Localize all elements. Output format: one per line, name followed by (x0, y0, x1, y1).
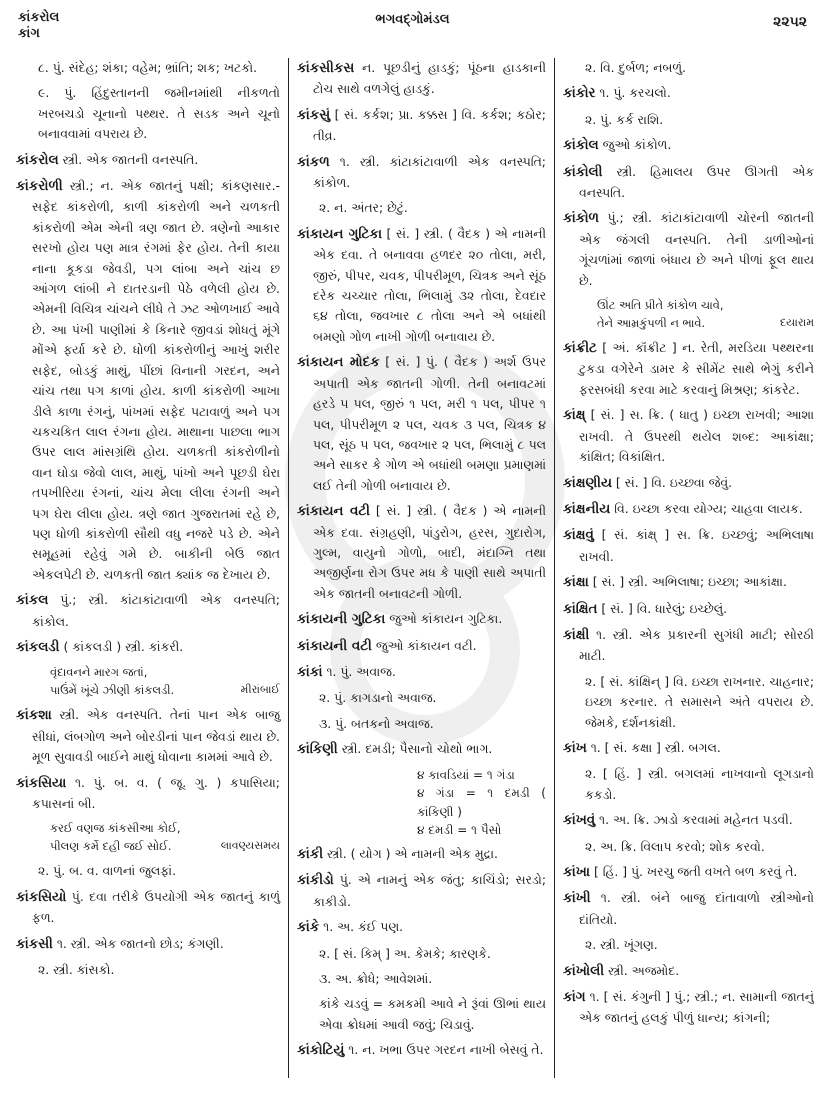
sense-entry (569, 110, 814, 130)
dictionary-entry (563, 525, 814, 567)
definition: [ સં. ] પું. ( વૈદક ) અર્શ ઉપર અપાતી એક જાતની ગોળી. તેની બનાવટમાં હરડે ૫ પલ, જીરું ૧ પલ, મરી ૧ પલ, પીપર ૧ પલ, પીપરીમૂળ ૨ પલ, ચવક ૩ પલ, ચિત્રક ૪ પલ, સૂંઠ ૫ પલ, જવખાર ૨ પલ, ભિલામું ૮ પલ અને સાકર કે ગોળ એ બધાંથી બમણા પ્રમાણમાં લઈ તેની ગોળી બનાવાય છે. (313, 354, 546, 493)
dictionary-entry (297, 1040, 546, 1061)
definition: [ હિં. ] પું. ખરચુ જતી વખતે બળ કરવું તે. (593, 864, 798, 879)
dictionary-entry (297, 917, 546, 938)
definition: સ્ત્રી. એક જાતની વનસ્પતિ. (62, 151, 199, 167)
definition: [ સં. ] સ્ત્રી. ( વૈદક ) એ નામની એક દવા. સંગ્રહણી, પાંડુરોગ, હરસ, ગુદારોગ, ગુલ્મ, વાયુનો ગોળો, બાદી, મંદાગ્નિ તથા અજીર્ણના રોગ ઉપર મધ કે પાણી સાથે અપાતી એક જાતની બનાવટની ગોળી. (313, 503, 546, 601)
definition: ૨. વિ. દુર્બળ; નબળું. (585, 60, 686, 75)
definition: [ સં. ] સ્ત્રી. અભિલાષા; ઇચ્છા; આકાંક્ષા. (592, 574, 787, 590)
headword: કાંકે (297, 920, 320, 936)
headword: કાંકીડો (297, 873, 334, 889)
definition: જુઓ કાંકાયન વટી. (375, 637, 477, 653)
definition: જુઓ કાંકાયન ગુટિકા. (389, 611, 503, 627)
definition: [ અં. કૉંક્રીટ ] ન. રેતી, મરડિયા પથ્થરના ટુકડા વગેરેને ડામર કે સીમેંટ સાથે ભેગું કરીને ફરસબંધી કરવા માટે કરવાનું મિશ્રણ; કાંકરેટ. (579, 340, 814, 397)
definition: [ સં. ] સ. ક્રિ. ( ધાતુ ) ઇચ્છા રાખવી; આશા રાખવી. તે ઉપરથી થયેલ શબ્દ: આકાંક્ષા; કાંક્ષિત; વિકાંક્ષિત. (579, 407, 814, 465)
dictionary-entry (297, 105, 546, 147)
definition: જુઓ કાંકોળ. (602, 137, 672, 153)
quotation-line (50, 837, 280, 855)
dictionary-entry (297, 152, 546, 194)
definition: ૨. [ હિં. ] સ્ત્રી. બગલમાં નાખવાનો લૂગડાનો કકડો. (585, 766, 814, 802)
definition: ૨. અ. ક્રિ. વિલાપ કરવો; શોક કરવો. (585, 838, 765, 854)
quotation-text: તેને આમ્રકુંપળી ન ભાવે. (597, 316, 706, 331)
headword: કાંક્ષા (563, 575, 589, 591)
sense-entry (569, 764, 814, 805)
quotation-text: કરઈ વણજ કાંકસીઆ કોઈ, (50, 821, 181, 836)
dictionary-entry (16, 705, 280, 767)
definition: ૧. પું. બ. વ. ( જૂ. ગુ. ) કપાસિયા; કપાસનાં બી. (32, 774, 280, 811)
quotation-author: દયારામ (779, 316, 814, 330)
dictionary-entry (297, 224, 546, 347)
definition: પું. દવા તરીકે ઉપયોગી એક જાતનું કાળું ફળ. (32, 888, 280, 926)
headword: કાંકી (297, 846, 324, 862)
definition: ૨. [ સં. કિમ્ ] અ. કેમકે; કારણકે. (319, 945, 491, 961)
headword: કાંક્ષનીય (563, 501, 611, 517)
sense-entry (303, 969, 546, 989)
definition: સ્ત્રી. ( યોગ ) એ નામની એક મુદ્રા. (326, 845, 498, 861)
quotation (16, 819, 280, 855)
dictionary-entry (563, 987, 814, 1029)
sense-entry (569, 935, 814, 955)
quotation-line (50, 663, 280, 681)
table-line: ૪ ગંડા = ૧ દમડી ( કાંકિણી ) (417, 786, 546, 819)
definition: ૨. સ્ત્રી. કાંસકો. (38, 962, 115, 978)
dictionary-entry (563, 405, 814, 467)
headword: કાંક્રીટ (563, 341, 597, 357)
dictionary-entry (563, 738, 814, 759)
dictionary-entry (563, 862, 814, 883)
definition: [ સં. ] વિ. ઇચ્છવા જેવું. (615, 474, 733, 490)
headword: કાંકશા (16, 708, 52, 724)
headword: કાંખવું (563, 813, 596, 829)
headword: કાંકાયન વટી (297, 504, 370, 520)
definition: ૩. અ. ક્રોધે; આવેશમાં. (319, 971, 433, 986)
sense-entry (22, 83, 280, 144)
definition: ૨. ન. અંતર; છેટું. (319, 200, 408, 216)
page-number: ૨૨૫૨ (773, 14, 807, 30)
headword: કાંકસિયા (16, 775, 67, 791)
headword: કાંકાયન મોદક (297, 355, 380, 371)
headword: કાંકોળ (563, 211, 599, 227)
dictionary-entry (563, 599, 814, 620)
definition: પું. એ નામનું એક જંતુ; કાચિંડો; સરડો; કાકીડો. (313, 872, 546, 909)
sense-entry (303, 688, 546, 708)
definition: ( કાંકલડી ) સ્ત્રી. કાંકરી. (63, 638, 184, 654)
dictionary-entry (297, 636, 546, 657)
guide-word-first: કાંકરોલ (18, 10, 60, 25)
headword: કાંકળ (297, 154, 330, 170)
definition: વિ. ઇચ્છા કરવા યોગ્ય; ચાહવા લાયક. (614, 500, 803, 516)
headword: કાંકાયની વટી (297, 638, 372, 654)
definition: સ્ત્રી. હિમાલય ઉપર ઊગતી એક વનસ્પતિ. (579, 163, 814, 201)
headword: કાંકોર (563, 86, 596, 102)
headword: કાંકલડી (16, 639, 60, 655)
page-header (0, 0, 825, 52)
definition: ન. પૂછડીનું હાડકું; પૂંઠના હાડકાની ટોચ સાથે વળગેલું હાડકું. (313, 60, 546, 97)
dictionary-entry (563, 83, 814, 104)
dictionary-entry (16, 176, 280, 585)
quotation-line (597, 314, 814, 332)
dictionary-entry (563, 625, 814, 667)
headword: કાંકાયની ગુટિકા (297, 612, 386, 628)
definition: ૧. અ. ક્રિ. ઝાડો કરવામાં મહેનત પડવી. (599, 812, 793, 828)
dictionary-entry (297, 501, 546, 604)
headword: કાંક્ષી (563, 627, 590, 643)
definition: સ્ત્રી. એક વનસ્પતિ. તેનાં પાન એક બાજુ સીધાં, લંબગોળ અને બોરડીનાં પાન જેવડાં થાય છે. મૂળ સુવાવડી બાઈને માથું ધોવાના કામમાં આવે છે. (32, 707, 280, 765)
quotation-text: વૃંદાવનને મારગ જતાં, (50, 665, 148, 680)
sense-entry (22, 58, 280, 78)
definition: સ્ત્રી.; ન. એક જાતનું પક્ષી; કાંકણસાર.- સફેદ કાંકરોળી, કાળી કાંકરોળી અને ચળકતી કાંકરોળી એમ એની ત્રણ જાત છે. ત્રણેનો આકાર સરખો હોય પણ માત્ર રંગમાં ફેર હોય. તેની કાયા નાના કૂકડા જેવડી, પગ લાંબા અને ચાંચ છ આંગળ લાંબી ને દાતરડાની પેઠે વળેલી હોય છે. એમની વિચિત્ર ચાંચને લીધે તે ઝટ ઓળખાઈ આવે છે. આ પંખી પાણીમાં કે કિનારે જીવડાં શોધતું મૂંગે મોંએ ફર્યા કરે છે. ધોળી કાંકરોળીનું આખું શરીર સફેદ, બોડકું માથું, પીંછાં વિનાની ગરદન, અને ચાંચ તથા પગ કાળાં હોય. કાળી કાંકરોળી આખા ડીલે કાળા રંગનું, પાંખમાં સફેદ પટાવાળું અને પગ ચકચકિત લાલ રંગના હોય. માથાના પાછલા ભાગ ઉપર લાલ માંસગ્રંથિ હોય. ચળકતી કાંકરોળીનો વાન ઘોડા જેવો લાલ, માથું, પાંખો અને પૂછડી ઘેરા તપખીરિયા રંગનાં, ચાંચ મેલા લીલા રંગની અને પગ ઘેરા લીલા હોય. ત્રણે જાત ગુજરાતમાં રહે છે, પણ ધોળી કાંકરોળી સૌથી વધુ નજરે પડે છે. એને સમૂહમાં રહેવું ગમે છે. બાકીની બેઉ જાત એકલપેટી છે. ચળકતી જાત ક્યાંક જ દેખાય છે. (32, 178, 280, 582)
dictionary-entry (563, 888, 814, 930)
quotation-line (50, 681, 280, 699)
headword: કાંકોટિયું (297, 1043, 345, 1059)
dictionary-entry (16, 590, 280, 632)
headword: કાંકાયન ગુટિકા (297, 226, 382, 242)
quotation-line (597, 296, 814, 314)
dictionary-entry (563, 473, 814, 494)
table-line: ૪ દમડી = ૧ પૈસો (417, 823, 502, 838)
quotation (563, 296, 814, 332)
definition: [ સં. કાંક્ષ્ ] સ. ક્રિ. ઇચ્છવું; અભિલાષા રાખવી. (579, 527, 814, 564)
headword: કાંકસીકસ (297, 61, 355, 76)
dictionary-entry (297, 739, 546, 760)
definition: ૩. પું. બતકનો અવાજ. (319, 715, 434, 731)
dictionary-entry (297, 662, 546, 683)
quotation-text: ઊંટ અતિ પ્રીતે કાંકોળ ચાવે, (597, 298, 724, 313)
headword: કાંક્ષવું (563, 528, 594, 544)
definition: ૨. [ સં. કાંક્ષિન્ ] વિ. ઇચ્છા રાખનાર. ચાહનાર; ઇચ્છા કરનાર. તે સમાસને અંતે વપરાય છે. જેમકે, દર્શનકાંક્ષી. (585, 673, 814, 730)
dictionary-columns (16, 58, 814, 1078)
sense-entry (569, 837, 814, 857)
headword: કાંખ (563, 740, 587, 756)
headword: કાંકિણી (297, 742, 338, 758)
headword: કાંકસિયો (16, 889, 67, 905)
definition: ૧. [ સં. કક્ષા ] સ્ત્રી. બગલ. (590, 739, 721, 755)
definition: ૧. પું. અવાજ. (326, 663, 396, 679)
dictionary-entry (563, 338, 814, 400)
sense-entry (303, 198, 546, 218)
dictionary-entry (563, 135, 814, 156)
dictionary-entry (563, 572, 814, 593)
dictionary-entry (297, 870, 546, 912)
definition: પું.; સ્ત્રી. કાંટાકાંટાવાળી એક વનસ્પતિ; કાંકોલ. (32, 592, 280, 629)
headword: કાંકસી (16, 936, 53, 952)
sense-entry (303, 994, 546, 1035)
dictionary-entry (563, 162, 814, 204)
conversion-table (297, 766, 546, 840)
headword: કાંખોલી (563, 963, 605, 979)
definition: ૨. પું. કાગડાનો અવાજ. (319, 690, 437, 706)
definition: સ્ત્રી. અજમોદ. (608, 962, 680, 978)
guide-word-last: કાંગ (18, 26, 40, 41)
table-line: ૪ કાવડિયાં = ૧ ગંડા (417, 767, 515, 782)
definition: ૧. સ્ત્રી. એક જાતનો છોડ; કંગણી. (56, 935, 224, 951)
definition: ૧. [ સં. કંગુની ] પું.; સ્ત્રી.; ન. સામાની જાતનું એક જાતનું હલકું પીળું ધાન્ય; કાંગની; (579, 989, 814, 1026)
definition: ૧. પું. કરચલો. (599, 85, 671, 101)
definition: ૯. પું. હિંદુસ્તાનની જમીનમાંથી નીકળતો ખરબચડો ચૂનાનો પથ્થર. તે સડક અને ચૂનો બનાવવામાં વપરાય છે. (38, 85, 280, 142)
dictionary-entry (297, 58, 546, 100)
definition: [ સં. ] વિ. ધારેલું; ઇચ્છેલું. (601, 600, 728, 616)
sense-entry (569, 672, 814, 733)
definition: ૨. પું. બ. વ. વાળનાં જુલફાં. (38, 863, 177, 879)
definition: ૧. સ્ત્રી. એક પ્રકારની સુગંધી માટી; સોરઠી માટી. (579, 626, 814, 664)
column-2 (288, 58, 554, 1078)
headword: કાંકરોળી (16, 179, 63, 195)
definition: ૧. સ્ત્રી. કાંટાકાંટાવાળી એક વનસ્પતિ; કાંકોળ. (313, 153, 546, 191)
dictionary-entry (297, 609, 546, 630)
definition: ૨. સ્ત્રી. ખૂંગણ. (585, 937, 658, 953)
dictionary-entry (563, 499, 814, 520)
dictionary-entry (16, 773, 280, 815)
headword: કાંકલ (16, 593, 49, 609)
sense-entry (22, 960, 280, 980)
definition: [ સં. કર્કશ; પ્રા. કક્કસ ] વિ. કર્કશ; કઠોર; તીવ્ર. (313, 106, 546, 144)
quotation-text: પીલણ કર્મે દહી જઈ સોઈ. (50, 839, 172, 854)
sense-entry (22, 861, 280, 881)
quotation-author: મીરાંબાઈ (240, 683, 280, 697)
definition: ૮. પું. સંદેહ; શંકા; વહેમ; ભ્રાંતિ; શક; ખટકો. (38, 60, 258, 75)
dictionary-entry (563, 810, 814, 831)
dictionary-entry (16, 934, 280, 955)
definition: ૧. સ્ત્રી. બંને બાજુ દાંતાવાળો સ્ત્રીઓનો દાંતિયો. (579, 890, 814, 927)
dictionary-entry (16, 637, 280, 658)
column-3 (554, 58, 814, 1078)
dictionary-entry (16, 150, 280, 171)
definition: [ સં. ] સ્ત્રી. ( વૈદક ) એ નામની એક દવા. તે બનાવવા હળદર ૨૦ તોલા, મરી, જીરું, પીપર, ચવક, પીપરીમૂળ, ચિત્રક અને સૂંઠ દરેક ચચ્ચાર તોલા, ભિલામું ૩૨ તોલા, દેવદાર ૬૪ તોલા, જવખાર ૮ તોલા અને એ બધાંથી બમણો ગોળ નાખી ગોળી બનાવાય છે. (313, 225, 546, 344)
quotation (16, 663, 280, 699)
headword: કાંકોલી (563, 164, 603, 180)
definition: પું.; સ્ત્રી. કાંટાકાંટાવાળી ચોરની જાતની એક જંગલી વનસ્પતિ. તેની ડાળીઓનાં ગૂંચળાંમાં જાળાં બંધાય છે અને પીળાં ફૂલ થાય છે. (579, 210, 814, 288)
headword: કાંકાં (297, 664, 323, 680)
dictionary-entry (16, 887, 280, 929)
dictionary-entry (297, 352, 546, 496)
quotation-line (50, 819, 280, 837)
definition: કાંકે ચડવું = કમકમી આવે ને રૂંવાં ઊભાં થાય એવા ક્રોધમાં આવી જવું; ચિડાવું. (319, 996, 546, 1032)
headword: કાંગ (563, 990, 586, 1006)
quotation-text: પાઉંમેં ખૂંચે ઝીણી કાંકલડી. (50, 683, 175, 698)
headword: કાંખી (563, 891, 591, 907)
column-1 (16, 58, 288, 1078)
sense-entry (303, 714, 546, 734)
definition: ૧. અ. કંઈ પણ. (323, 919, 404, 935)
running-title: ભગવદ્ગોમંડલ (375, 12, 450, 27)
headword: કાંક્ષ્ (563, 408, 586, 424)
definition: ૨. પું. કર્ક રાશિ. (585, 111, 664, 127)
headword: કાંકસું (297, 107, 331, 123)
sense-entry (303, 944, 546, 964)
definition: સ્ત્રી. દમડી; પૈસાનો ચોથો ભાગ. (341, 741, 493, 757)
headword: કાંક્ષણીય (563, 475, 612, 491)
dictionary-entry (297, 844, 546, 865)
headword: કાંક્ષિત (563, 601, 598, 617)
headword: કાંકોલ (563, 138, 599, 154)
quotation-author: લાવણ્યસમય (220, 839, 280, 853)
sense-entry (569, 58, 814, 78)
headword: કાંખા (563, 865, 591, 880)
headword: કાંકરોલ (16, 152, 59, 168)
dictionary-entry (563, 208, 814, 291)
dictionary-entry (563, 961, 814, 982)
definition: ૧. ન. ખભા ઉપર ગરદન નાખી બેસવું તે. (348, 1042, 544, 1058)
